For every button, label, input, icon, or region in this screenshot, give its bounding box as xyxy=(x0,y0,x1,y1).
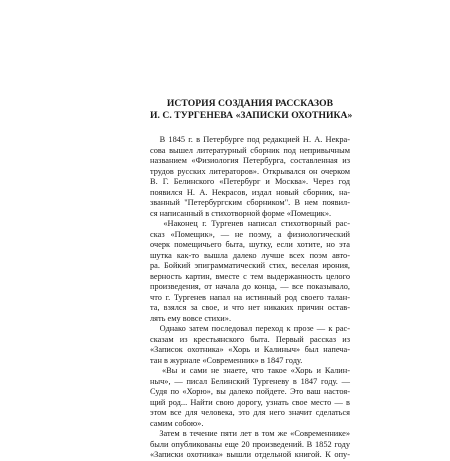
body-line: сказ «Помещик», — не поэму, а физиологический xyxy=(150,229,350,239)
body-line: В. Г. Белинского «Петербург и Москва». Через год xyxy=(150,177,350,186)
body-line: появился Н. А. Некрасов, издал новый сборник, на- xyxy=(150,187,350,197)
body-line: самим собою». xyxy=(150,418,204,428)
body-line: ра. Бойкий эпиграмматический стих, веселая ирония, xyxy=(150,261,350,270)
body-line: ся написанный в стихотворной форме «Помещик». xyxy=(150,208,332,218)
body-line: Однако затем последовал переход к прозе — к рас- xyxy=(150,324,350,333)
body-line: Затем в течение пяти лет в том же «Современнике» xyxy=(150,429,350,438)
body-line: ныч», — писал Белинский Тургеневу в 1847 году. — xyxy=(150,376,350,386)
body-line: верность картин, вместе с тем выдержанность целого xyxy=(150,271,350,281)
body-line: «Записок охотника» «Хорь и Калиныч» был напеча- xyxy=(150,345,350,354)
body-line: сова вышел литературный сборник под непривычным xyxy=(150,145,350,155)
body-line: названием «Физиология Петербурга, составленная из xyxy=(150,156,350,165)
body-line: Судя по «Хорю», вы далеко пойдете. Это ваш настоя- xyxy=(150,387,350,396)
chapter-heading-line-1: ИСТОРИЯ СОЗДАНИЯ РАССКАЗОВ xyxy=(166,98,334,109)
body-line: сказам из крестьянского быта. Первый рассказ из xyxy=(150,334,350,344)
body-line: шутка как-то вышла далеко лучше всех поэм авто- xyxy=(150,250,350,260)
body-text xyxy=(150,135,350,461)
body-line: тан в журнале «Современник» в 1847 году. xyxy=(150,355,303,365)
body-line: лять ему вовсе стихи». xyxy=(150,313,232,323)
body-line: «Записки охотника» вышли отдельной книгой. К опу- xyxy=(150,450,350,459)
body-line: «Вы и сами не знаете, что такое «Хорь и Калин- xyxy=(150,366,350,375)
body-line: званный "Петербургским сборником". В нем появил- xyxy=(150,198,350,207)
body-line: трудов русских литераторов». Открывался он очерком xyxy=(150,166,350,176)
chapter-heading-line-2: И. С. ТУРГЕНЕВА «ЗАПИСКИ ОХОТНИКА» xyxy=(150,109,353,121)
body-line: были опубликованы еще 20 произведений. В 1852 году xyxy=(150,439,350,449)
chapter-heading xyxy=(150,98,353,121)
body-line: этом все для человека, это для него значит сделаться xyxy=(150,408,350,417)
body-line: «Наконец г. Тургенев написал стихотворный рас- xyxy=(150,219,350,228)
body-line: произведения, от начала до конца, — все показывало, xyxy=(150,282,350,291)
body-line: щий род... Найти свою дорогу, узнать свое место — в xyxy=(150,397,350,407)
body-line: та, взялся за свое, и что нет никаких причин остав- xyxy=(150,303,350,312)
body-line: очерк помещичьего быта, шутку, если хотите, но эта xyxy=(150,240,350,249)
body-line: что г. Тургенев напал на истинный род своего талан- xyxy=(150,292,350,302)
body-line: В 1845 г. в Петербурге под редакцией Н. А. Некра- xyxy=(150,135,350,144)
